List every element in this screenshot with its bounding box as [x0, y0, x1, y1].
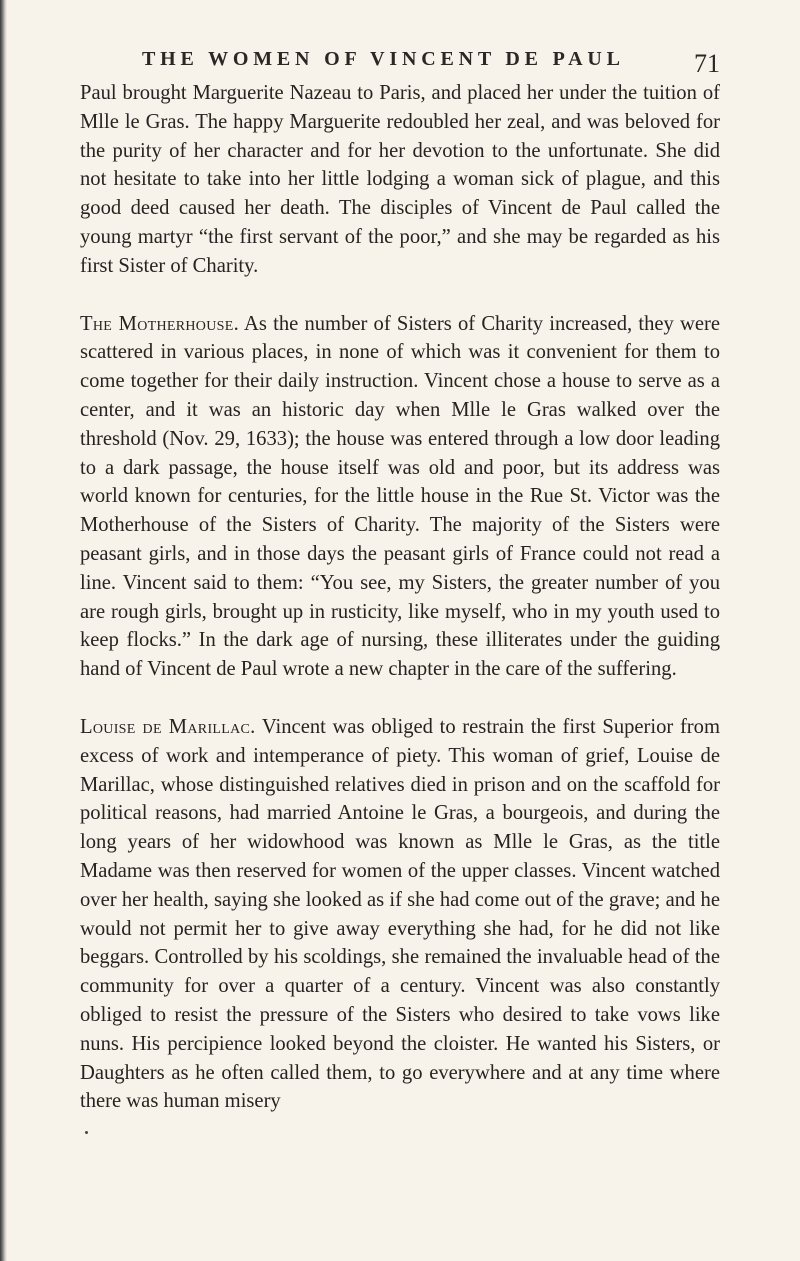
paragraph-motherhouse — [80, 310, 720, 684]
paragraph-text: As the number of Sisters of Charity increased, they were scattered in various places, in none of which was it convenient for them to come together for their daily instruction. Vincent chose a house to serve as a center, and it was an historic day when Mlle le Gras walked over the threshold (Nov. 29, 1633); the house was entered through a low door leading to a dark passage, the house itself was old and poor, but its address was world known for centuries, for the little house in the Rue St. Victor was the Motherhouse of the Sisters of Charity. The majority of the Sisters were peasant girls, and in those days the peasant girls of France could not read a line. Vincent said to them: “You see, my Sisters, the greater number of you are rough girls, brought up in rusticity, like myself, who in my youth used to keep flocks.” In the dark age of nursing, these illiterates under the guiding hand of Vincent de Paul wrote a new chapter in the care of the suffering. — [80, 312, 720, 681]
section-lead-heading: Louise de Marillac. — [80, 715, 256, 738]
page-binding-edge — [0, 0, 7, 1261]
paragraph-continuation — [80, 79, 720, 281]
paragraph-text: Vincent was obliged to restrain the first Superior from excess of work and intemperance of piety. This woman of grief, Louise de Marillac, whose distinguished relatives died in prison and on the scaffold for political reasons, had married Antoine le Gras, a bourgeois, and during the long years of her widowhood was known as Mlle le Gras, as the title Madame was then reserved for women of the upper classes. Vincent watched over her health, saying she looked as if she had come out of the grave; and he would not permit her to give away everything she had, for he did not like beggars. Controlled by his scoldings, she remained the invaluable head of the community for over a quarter of a century. Vincent was also constantly obliged to resist the pressure of the Sisters who desired to take vows like nuns. His percipience looked beyond the cloister. He wanted his Sisters, or Daughters as he often called them, to go everywhere and at any time where there was human misery — [80, 715, 720, 1113]
book-page — [80, 0, 720, 1261]
paragraph-louise-de-marillac — [80, 713, 720, 1116]
running-head — [80, 48, 720, 78]
running-title: THE WOMEN OF VINCENT DE PAUL — [142, 48, 625, 70]
page-number: 71 — [694, 49, 720, 78]
stray-print-mark — [85, 1131, 88, 1134]
paragraph-text: Paul brought Marguerite Nazeau to Paris, and placed her under the tuition of Mlle le Gras. The happy Marguerite redoubled her zeal, and was beloved for the purity of her character and for her devotion to the unfortunate. She did not hesitate to take into her little lodging a woman sick of plague, and this good deed caused her death. The disciples of Vincent de Paul called the young martyr “the first servant of the poor,” and she may be regarded as his first Sister of Charity. — [80, 82, 720, 277]
section-lead-heading: The Motherhouse. — [80, 312, 240, 335]
body-text — [80, 79, 720, 1116]
